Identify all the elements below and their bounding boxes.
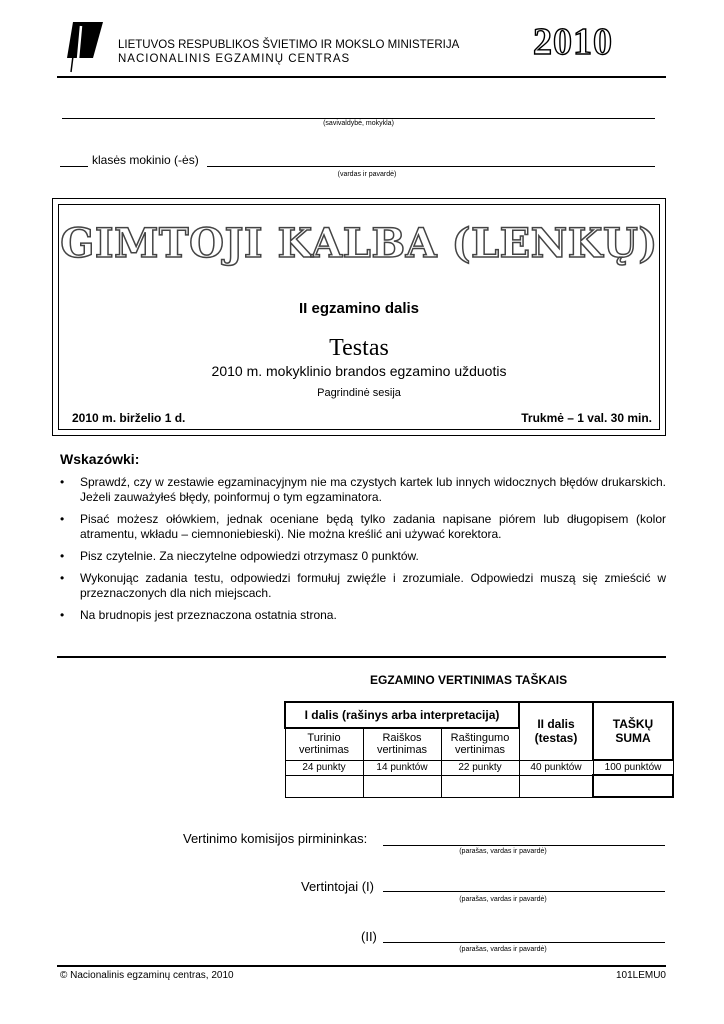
points-literacy: 22 punkty (441, 760, 519, 775)
score-cell-literacy[interactable] (441, 775, 519, 797)
sub-header-style: Raiškos vertinimas (363, 728, 441, 760)
scoring-title: EGZAMINO VERTINIMAS TAŠKAIS (370, 673, 568, 687)
section-rule (57, 656, 666, 658)
ministry-line-2: NACIONALINIS EGZAMINŲ CENTRAS (118, 53, 351, 65)
document-code: 101LEMU0 (615, 970, 666, 981)
scoring-table (284, 701, 674, 798)
instructions-list (60, 475, 666, 630)
evaluator2-signature-field[interactable] (383, 931, 665, 943)
evaluator1-signature-caption: (parašas, vardas ir pavardė) (459, 896, 547, 903)
score-cell-style[interactable] (363, 775, 441, 797)
footer-rule (57, 965, 666, 967)
exam-part: II egzamino dalis (298, 300, 420, 317)
year-label: 2010 (533, 21, 613, 63)
copyright: © Nacionalinis egzaminų centras, 2010 (60, 970, 234, 981)
part2-header: II dalis (testas) (519, 702, 593, 760)
testas-heading: Testas (329, 335, 389, 361)
header-rule (57, 76, 666, 78)
ministry-line-1: LIETUVOS RESPUBLIKOS ŠVIETIMO IR MOKSLO MINISTERIJA (118, 39, 460, 51)
exam-duration: Trukmė – 1 val. 30 min. (521, 411, 652, 425)
score-cell-content[interactable] (285, 775, 363, 797)
chair-signature-caption: (parašas, vardas ir pavardė) (459, 848, 547, 855)
exam-subtitle: 2010 m. mokyklinio brandos egzamino užduotis (211, 363, 507, 379)
score-cell-total[interactable] (593, 775, 673, 797)
instruction-item: • Pisz czytelnie. Za nieczytelne odpowiedzi otrzymasz 0 punktów. (60, 549, 666, 564)
exam-session: Pagrindinė sesija (317, 387, 401, 399)
class-label: klasės mokinio (-ės) (92, 153, 199, 167)
part1-header: I dalis (rašinys arba interpretacija) (285, 702, 519, 728)
exam-title: GIMTOJI KALBA (LENKŲ) (60, 220, 658, 267)
score-cell-test[interactable] (519, 775, 593, 797)
school-caption: (savivaldybė, mokykla) (323, 120, 394, 127)
instruction-item: • Pisać możesz ołówkiem, jednak oceniane będą tylko zadania napisane piórem lub długopisem (kolor atramentu, wkładu – ciemnoniebieski). Nie można kreślić ani używać korektora. (60, 512, 666, 542)
instruction-item: • Wykonując zadania testu, odpowiedzi formułuj zwięźle i zrozumiale. Odpowiedzi muszą się zmieścić w przeznaczonych dla nich miejscach. (60, 571, 666, 601)
evaluator2-signature-caption: (parašas, vardas ir pavardė) (459, 946, 547, 953)
sum-header: TAŠKŲ SUMA (593, 702, 673, 760)
points-total: 100 punktów (593, 760, 673, 775)
chair-label: Vertinimo komisijos pirmininkas: (183, 831, 368, 846)
student-name-field[interactable] (207, 155, 655, 167)
instruction-item: • Sprawdź, czy w zestawie egzaminacyjnym nie ma czystych kartek lub innych widocznych błędów drukarskich. Jeżeli zauważyłeś błędy, poinformuj o tym egzaminatora. (60, 475, 666, 505)
instructions-heading: Wskazówki: (60, 451, 140, 467)
evaluator2-label: (II) (361, 929, 377, 944)
name-caption: (vardas ir pavardė) (337, 171, 397, 178)
instruction-item: • Na brudnopis jest przeznaczona ostatnia strona. (60, 608, 666, 623)
sub-header-literacy: Raštingumo vertinimas (441, 728, 519, 760)
school-field[interactable] (62, 107, 655, 119)
points-test: 40 punktów (519, 760, 593, 775)
exam-date: 2010 m. birželio 1 d. (72, 411, 186, 425)
points-style: 14 punktów (363, 760, 441, 775)
evaluator1-signature-field[interactable] (383, 880, 665, 892)
sub-header-content: Turinio vertinimas (285, 728, 363, 760)
evaluator1-label: Vertintojai (I) (301, 879, 374, 894)
points-content: 24 punkty (285, 760, 363, 775)
chair-signature-field[interactable] (383, 834, 665, 846)
class-field[interactable] (60, 155, 88, 167)
ministry-name (118, 38, 459, 66)
nec-logo (63, 18, 105, 74)
